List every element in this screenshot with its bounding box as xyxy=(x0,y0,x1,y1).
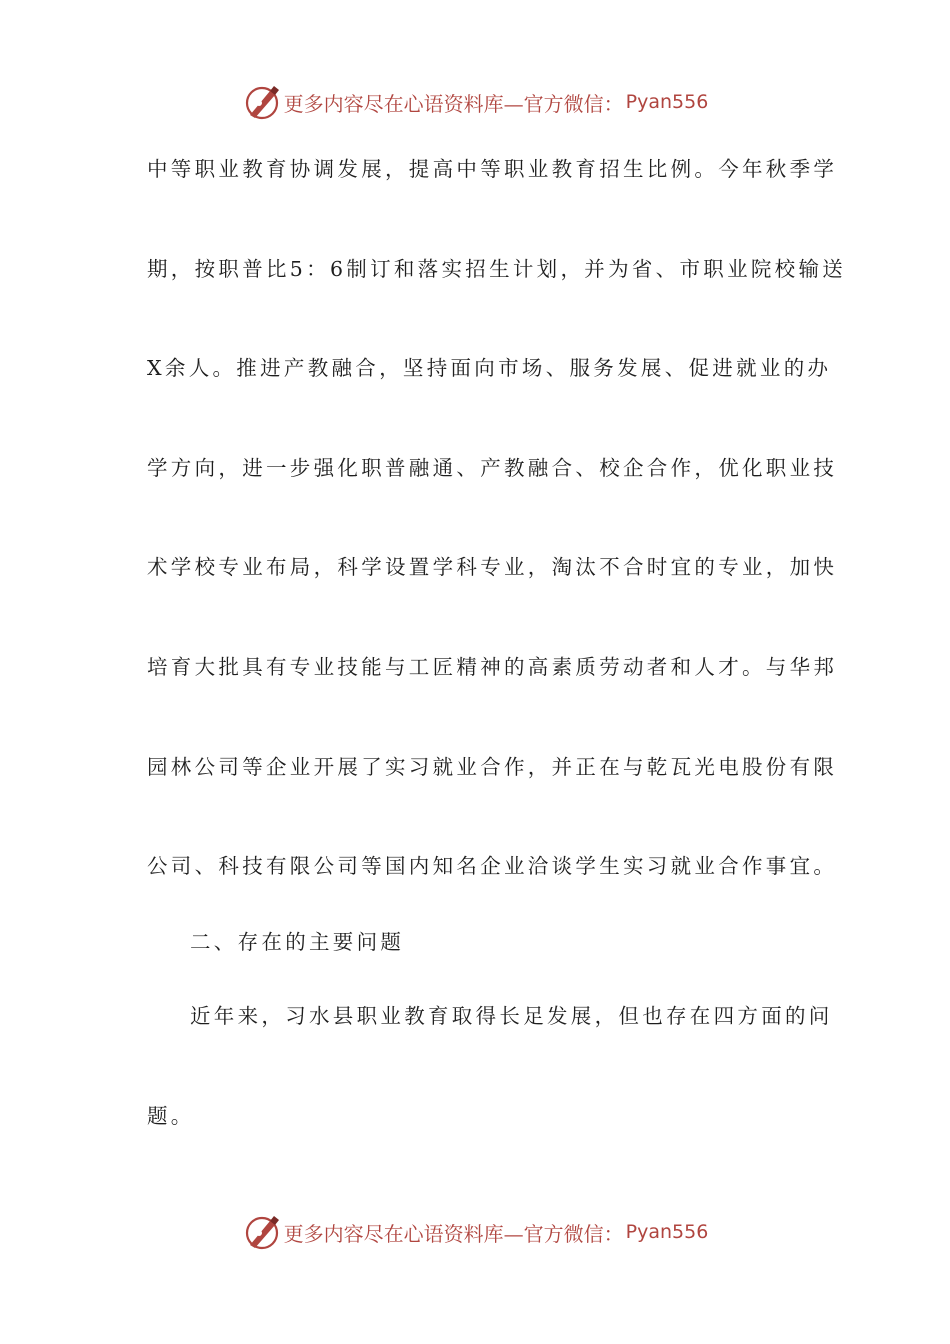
pen-seal-icon xyxy=(242,82,282,122)
paragraph-line: 题。 xyxy=(147,1104,195,1128)
section-heading: 二、存在的主要问题 xyxy=(190,930,405,954)
body-line: 园林公司等企业开展了实习就业合作，并正在与乾瓦光电股份有限 xyxy=(147,755,838,779)
body-line: 学方向，进一步强化职普融通、产教融合、校企合作，优化职业技 xyxy=(147,456,838,480)
footer-wechat-id: Pyan556 xyxy=(625,1221,709,1243)
header-wechat-id: Pyan556 xyxy=(625,91,709,113)
pen-seal-icon xyxy=(242,1212,282,1252)
footer-banner-text: 更多内容尽在心语资料库—官方微信： xyxy=(283,1221,624,1246)
footer-banner xyxy=(0,1210,950,1254)
body-line: 培育大批具有专业技能与工匠精神的高素质劳动者和人才。与华邦 xyxy=(147,655,838,679)
body-line: 期，按职普比5：6制订和落实招生计划，并为省、市职业院校输送 xyxy=(147,257,847,281)
header-banner xyxy=(0,80,950,124)
body-line: 术学校专业布局，科学设置学科专业，淘汰不合时宜的专业，加快 xyxy=(147,555,838,579)
body-line: X余人。推进产教融合，坚持面向市场、服务发展、促进就业的办 xyxy=(147,356,832,380)
paragraph-line: 近年来，习水县职业教育取得长足发展，但也存在四方面的问 xyxy=(190,1004,833,1028)
body-line: 中等职业教育协调发展，提高中等职业教育招生比例。今年秋季学 xyxy=(147,157,838,181)
body-line: 公司、科技有限公司等国内知名企业洽谈学生实习就业合作事宜。 xyxy=(147,854,838,878)
header-banner-text: 更多内容尽在心语资料库—官方微信： xyxy=(283,91,624,116)
